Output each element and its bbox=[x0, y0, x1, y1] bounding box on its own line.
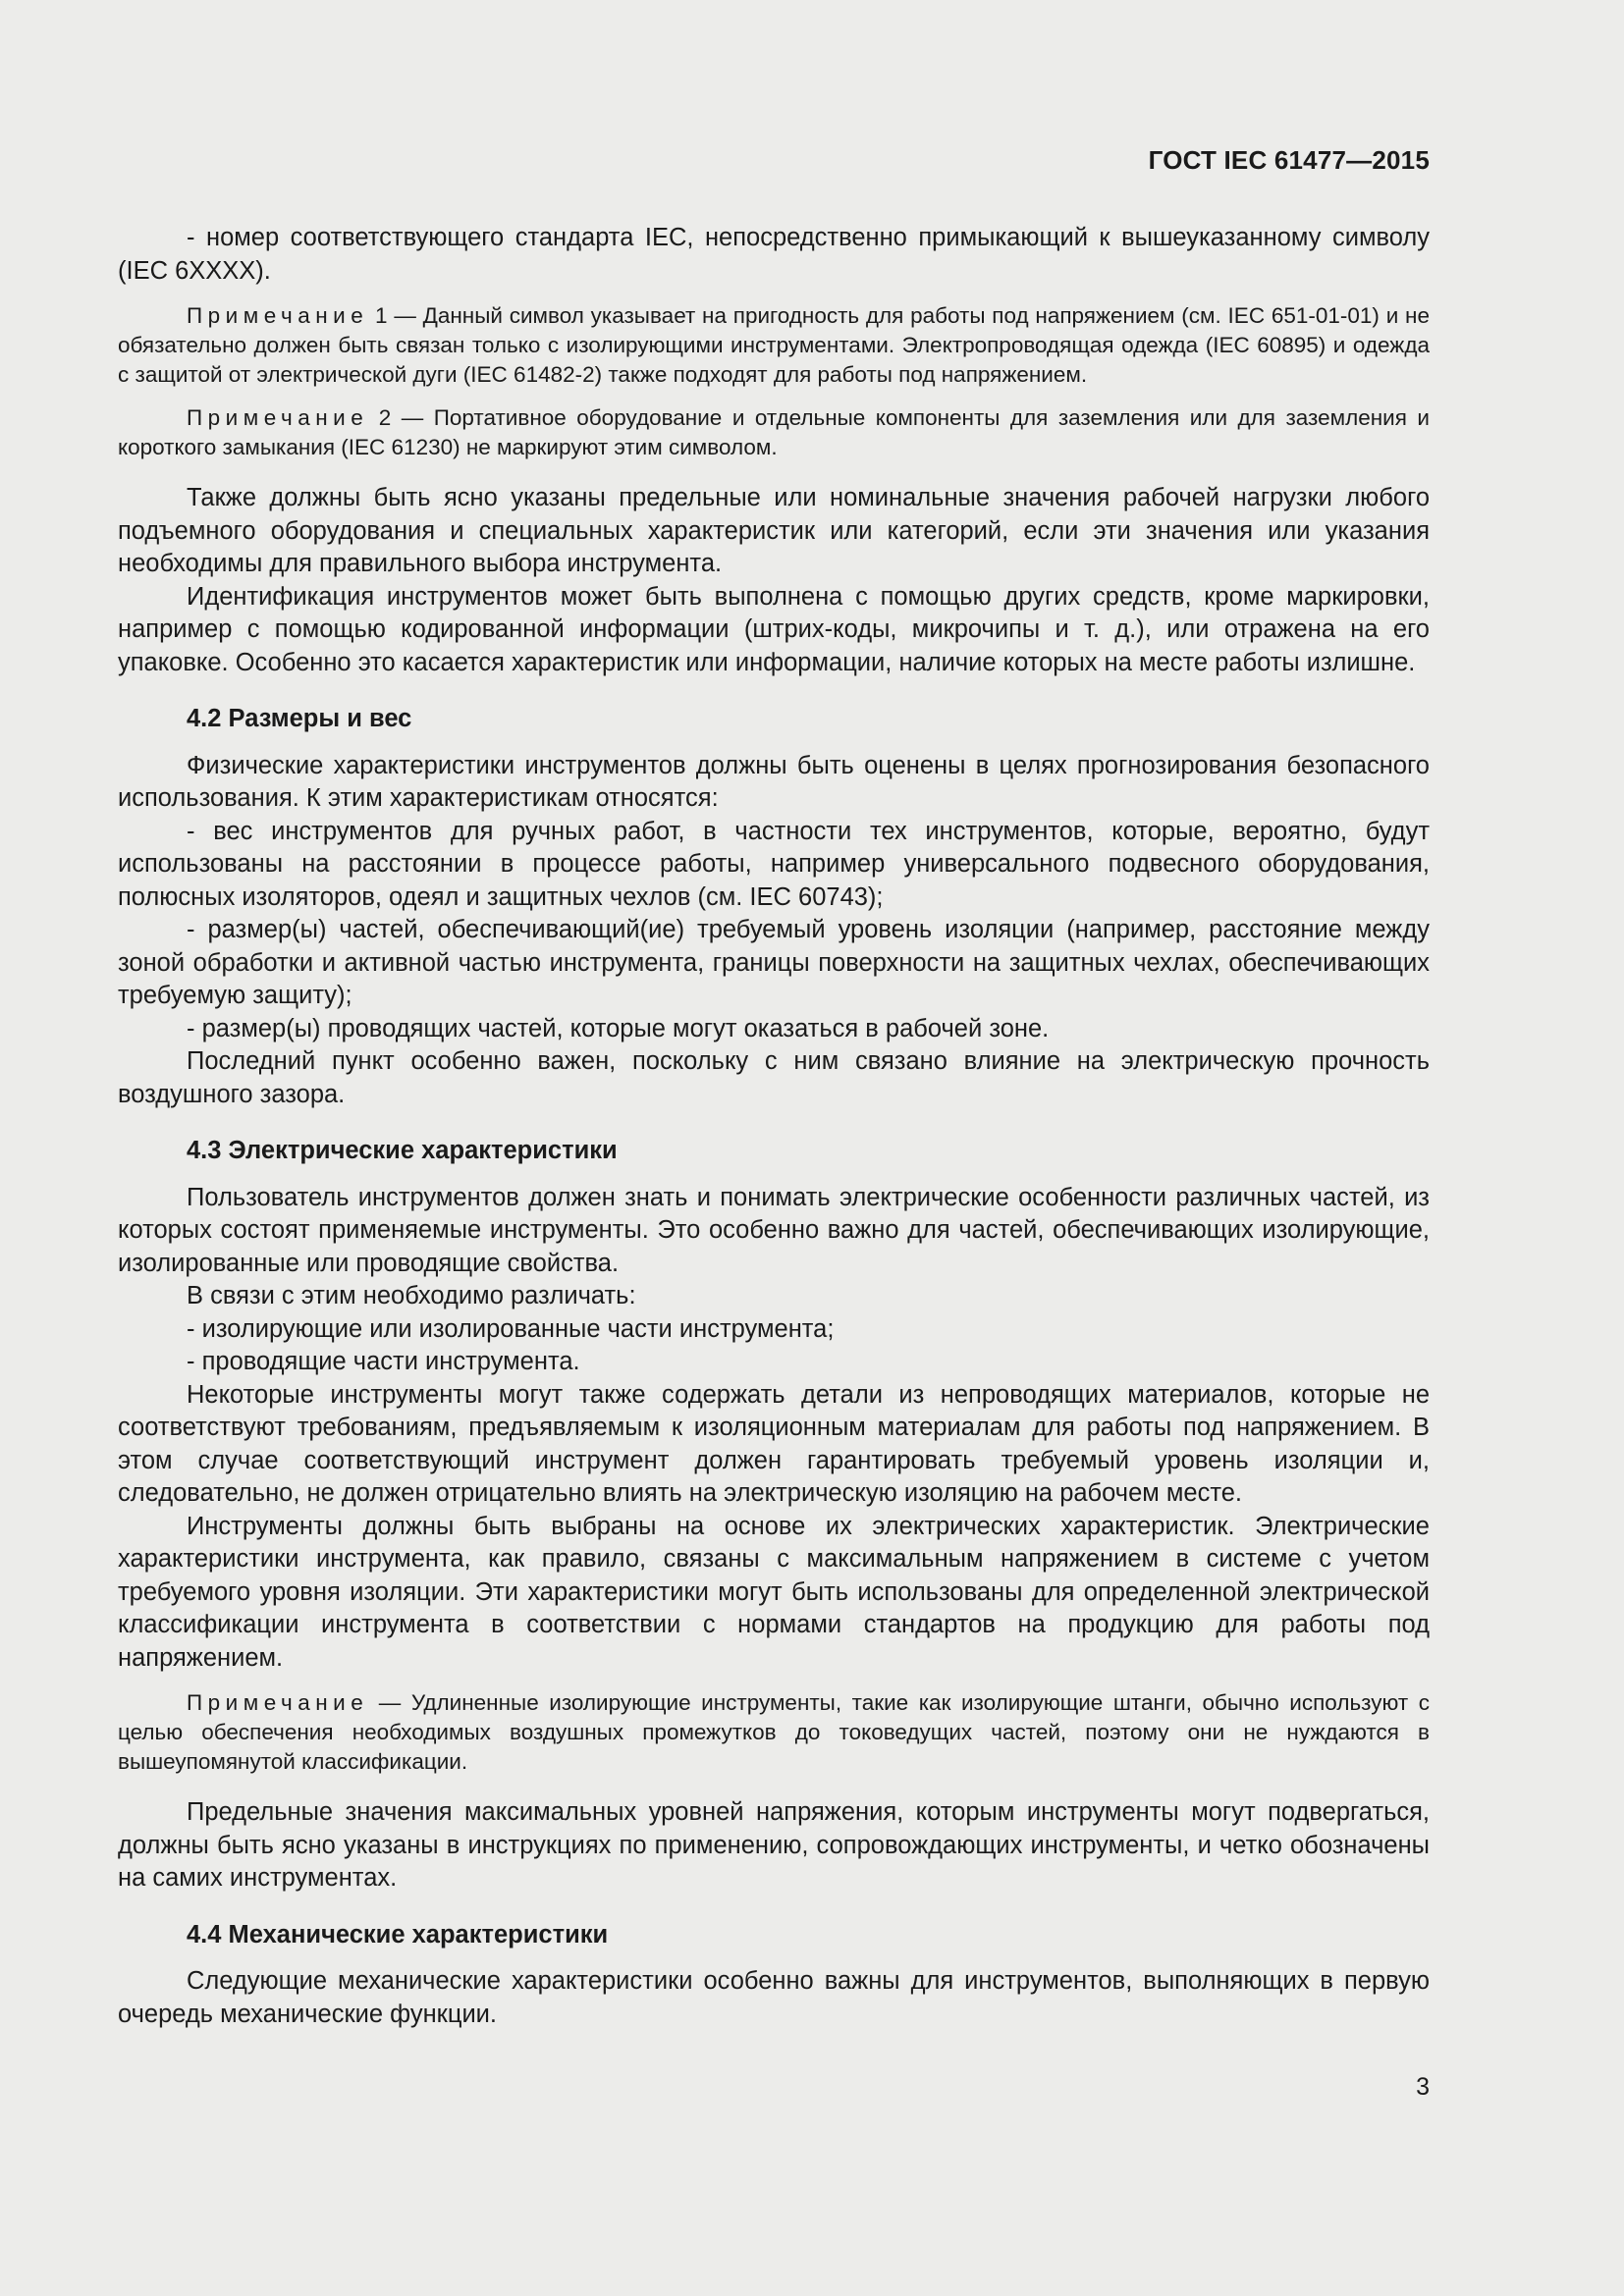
note-label: Примечание bbox=[187, 303, 369, 328]
list-item: - размер(ы) проводящих частей, которые могут оказаться в рабочей зоне. bbox=[187, 1014, 1050, 1042]
list-item: - размер(ы) частей, обеспечивающий(ие) требуемый уровень изоляции (например, расстояние между зоной обработки и активной частью инструмента, границы поверхности на защитных чехлах, обеспечивающих требуемую защиту); bbox=[118, 916, 1430, 1009]
paragraph: Некоторые инструменты могут также содержать детали из непроводящих материалов, которые не соответствуют требованиям, предъявляемым к изоляционным материалам для работы под напряжением. В этом случае соответствующий инструмент должен гарантировать требуемый уровень изоляции и, следовательно, не должен отрицательно влиять на электрическую изоляцию на рабочем месте. bbox=[118, 1380, 1430, 1507]
paragraph: Идентификация инструментов может быть выполнена с помощью других средств, кроме маркировки, например с помощью кодированной информации (штрих-коды, микрочипы и т. д.), или отражена на его упаковке. Особенно это касается характеристик или информации, наличие которых на месте работы излишне. bbox=[118, 582, 1430, 676]
document-body bbox=[118, 222, 1430, 2031]
paragraph: В связи с этим необходимо различать: bbox=[187, 1282, 636, 1309]
paragraph: Также должны быть ясно указаны предельные или номинальные значения рабочей нагрузки любого подъемного оборудования и специальных характеристик или категорий, если эти значения или указания необходимы для правильного выбора инструмента. bbox=[118, 484, 1430, 577]
note-3 bbox=[118, 1688, 1430, 1777]
section-heading-4-3: 4.3 Электрические характеристики bbox=[187, 1137, 618, 1164]
paragraph: - номер соответствующего стандарта IEC, непосредственно примыкающий к вышеуказанному символу (IEC 6XXXX). bbox=[118, 224, 1430, 285]
paragraph: Следующие механические характеристики особенно важны для инструментов, выполняющих в первую очередь механические функции. bbox=[118, 1967, 1430, 2028]
section-heading-4-2: 4.2 Размеры и вес bbox=[187, 705, 412, 732]
list-item: - проводящие части инструмента. bbox=[187, 1348, 580, 1375]
paragraph: Инструменты должны быть выбраны на основе их электрических характеристик. Электрические характеристики инструмента, как правило, связаны с максимальным напряжением в системе с учетом требуемого уровня изоляции. Эти характеристики могут быть использованы для определенной электрической классификации инструмента в соответствии с нормами стандартов на продукцию для работы под напряжением. bbox=[118, 1512, 1430, 1672]
list-item: - вес инструментов для ручных работ, в частности тех инструментов, которые, вероятно, будут использованы на расстоянии в процессе работы, например универсального подвесного оборудования, полюсных изоляторов, одеял и защитных чехлов (см. IEC 60743); bbox=[118, 817, 1430, 911]
paragraph: Пользователь инструментов должен знать и понимать электрические особенности различных частей, из которых состоят применяемые инструменты. Это особенно важно для частей, обеспечивающих изолирующие, изолированные или проводящие свойства. bbox=[118, 1183, 1430, 1277]
page-number: 3 bbox=[1416, 2073, 1430, 2101]
note-2 bbox=[118, 403, 1430, 462]
paragraph: Физические характеристики инструментов должны быть оценены в целях прогнозирования безопасного использования. К этим характеристикам относятся: bbox=[118, 751, 1430, 812]
list-item: - изолирующие или изолированные части инструмента; bbox=[187, 1314, 835, 1343]
note-text: — Удлиненные изолирующие инструменты, такие как изолирующие штанги, обычно используют с целью обеспечения необходимых воздушных промежутков до токоведущих частей, поэтому они не нуждаются в вышеупомянутой классификации. bbox=[118, 1690, 1430, 1774]
note-label: Примечание bbox=[187, 405, 369, 430]
note-text: 2 — Портативное оборудование и отдельные компоненты для заземления или для заземления и короткого замыкания (IEC 61230) не маркируют этим символом. bbox=[118, 405, 1430, 459]
paragraph: Предельные значения максимальных уровней напряжения, которым инструменты могут подвергаться, должны быть ясно указаны в инструкциях по применению, сопровождающих инструменты, и четко обозначены на самих инструментах. bbox=[118, 1798, 1430, 1892]
section-heading-4-4: 4.4 Механические характеристики bbox=[187, 1920, 609, 1949]
note-text: 1 — Данный символ указывает на пригодность для работы под напряжением (см. IEC 651-01-01) и не обязательно должен быть связан только с изолирующими инструментами. Электропроводящая одежда (IEC 60895) и одежда с защитой от электрической дуги (IEC 61482-2) также подходят для работы под напряжением. bbox=[118, 303, 1430, 387]
note-1 bbox=[118, 301, 1430, 390]
document-header-id: ГОСТ IEC 61477—2015 bbox=[1148, 145, 1430, 175]
document-page bbox=[118, 0, 1430, 2296]
paragraph: Последний пункт особенно важен, поскольку с ним связано влияние на электрическую прочность воздушного зазора. bbox=[118, 1047, 1430, 1108]
note-label: Примечание bbox=[187, 1690, 369, 1715]
